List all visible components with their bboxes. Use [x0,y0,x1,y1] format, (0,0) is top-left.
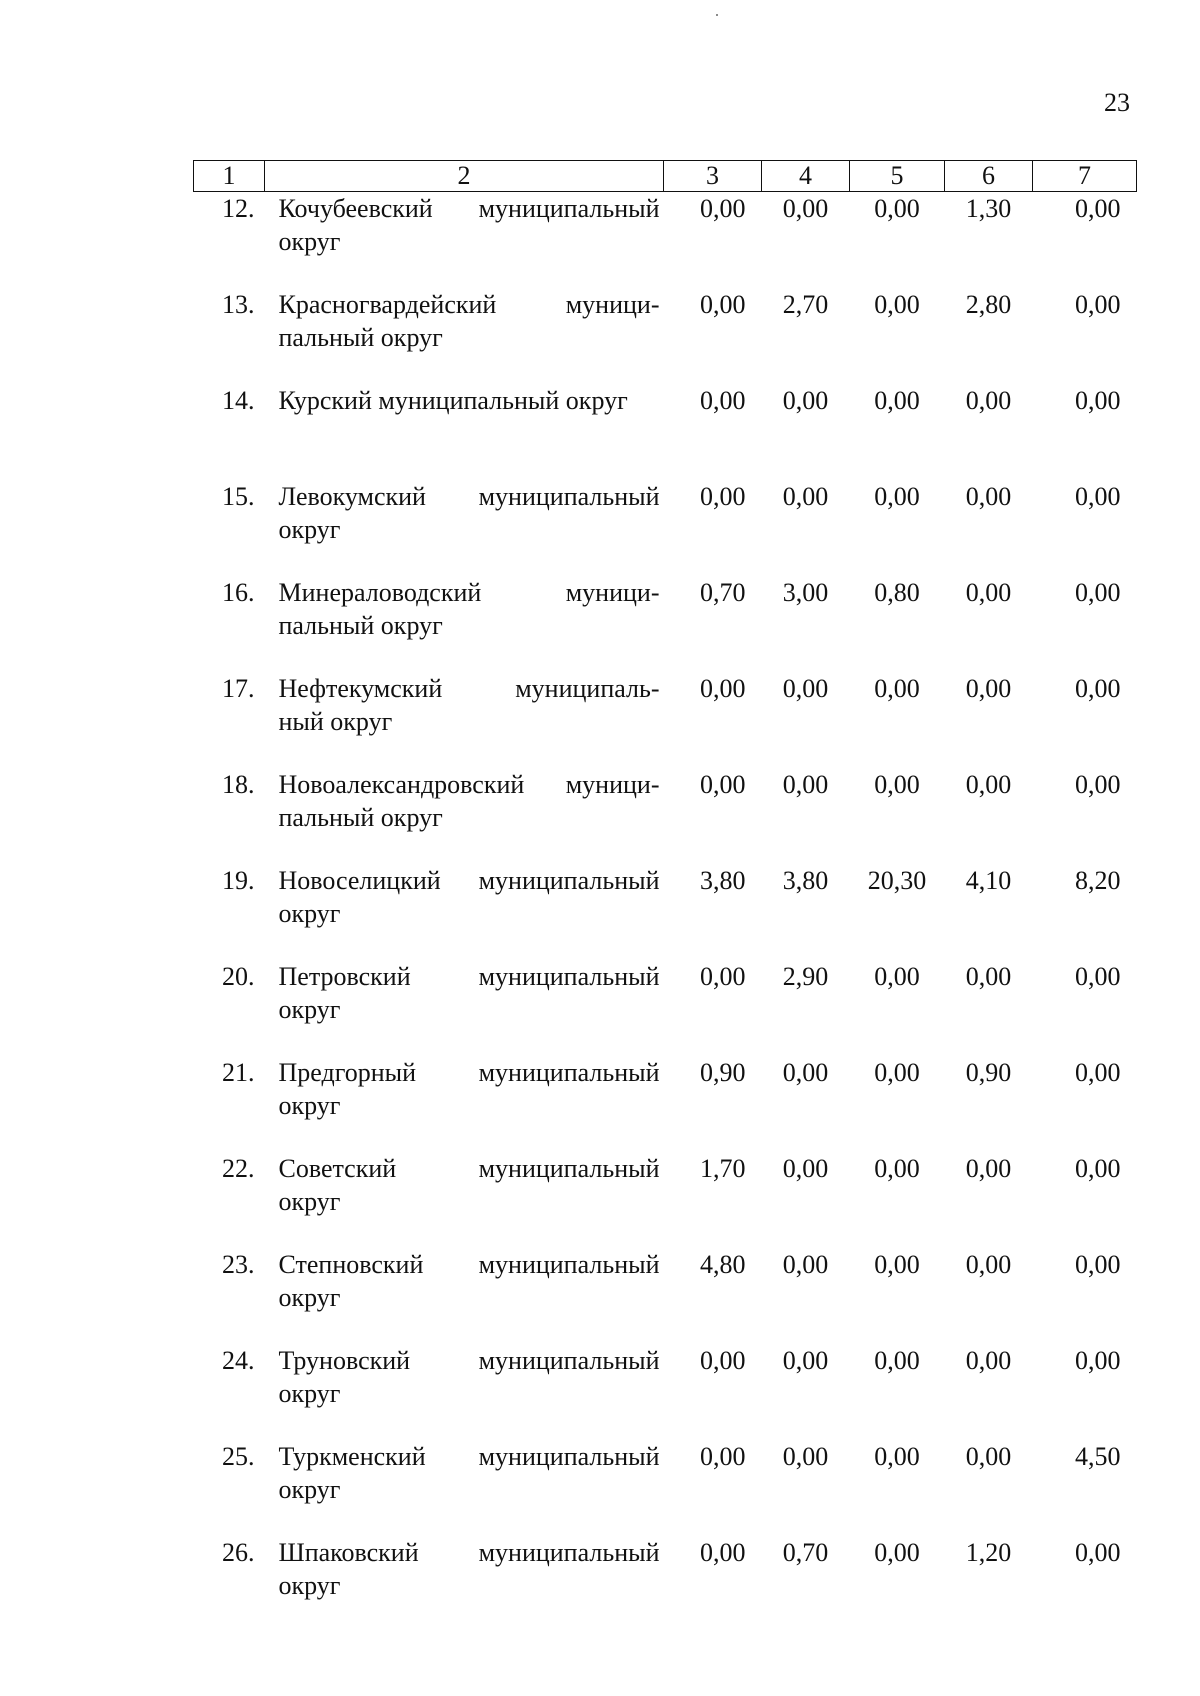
table-row [194,960,1137,1056]
district-name-line-2: ный округ [278,706,393,736]
value-col-4: 0,00 [782,1057,829,1087]
page-number: 23 [1104,88,1130,117]
value-col-3: 0,00 [700,673,746,703]
table-row [194,576,1137,672]
table-row [194,672,1137,768]
value-col-6: 1,30 [965,194,1012,223]
district-name-line-1: Труновский муниципальный [278,1345,660,1375]
value-col-6: 0,00 [965,769,1012,799]
district-name-line-2: пальный округ [278,610,443,640]
value-col-5: 20,30 [867,865,927,895]
district-name-line-1: Нефтекумский муниципаль- [278,673,660,703]
value-col-7: 0,00 [1075,481,1121,511]
value-col-5: 0,00 [874,1057,920,1087]
value-col-6: 0,90 [965,1057,1012,1087]
table-row [194,192,1137,288]
value-col-3: 0,00 [700,1537,746,1567]
header-col-1: 1 [194,161,265,192]
value-col-5: 0,00 [874,481,920,511]
row-number: 19. [222,865,255,895]
header-col-7: 7 [1033,161,1137,192]
row-number: 24. [222,1345,255,1375]
district-name-line-1: Предгорный муниципальный [278,1057,660,1087]
row-number: 25. [222,1441,255,1471]
district-name-line-1: Курский муниципальный округ [278,385,628,415]
header-col-5: 5 [850,161,945,192]
district-name-line-2: округ [278,1474,341,1504]
header-col-2: 2 [265,161,664,192]
value-col-3: 0,00 [700,481,746,511]
district-name-line-2: пальный округ [278,322,443,352]
table-row [194,1536,1137,1632]
value-col-3: 0,00 [700,289,746,319]
district-name [265,384,664,480]
row-number: 14. [222,385,255,415]
value-col-4: 0,00 [782,481,829,511]
value-col-3: 3,80 [700,865,746,895]
value-col-5: 0,80 [874,577,920,607]
data-table [193,160,1137,1632]
table-row [194,288,1137,384]
value-col-5: 0,00 [874,1345,920,1375]
district-name [265,1056,664,1152]
value-col-3: 0,00 [700,385,746,415]
district-name-line-1: Советский муниципальный [278,1153,660,1183]
district-name [265,480,664,576]
header-col-4: 4 [762,161,850,192]
row-number: 18. [222,769,255,799]
district-name-line-1: Минераловодский муници- [278,577,660,607]
value-col-7: 0,00 [1075,1057,1121,1087]
district-name [265,1440,664,1536]
table-row [194,1152,1137,1248]
district-name [265,672,664,768]
row-number: 22. [222,1153,255,1183]
row-number: 20. [222,961,255,991]
value-col-7: 0,00 [1075,577,1121,607]
value-col-6: 0,00 [965,385,1012,415]
value-col-5: 0,00 [874,673,920,703]
district-name-line-2: округ [278,514,341,544]
district-name-line-2: округ [278,994,341,1024]
value-col-4: 3,80 [782,865,829,895]
value-col-4: 0,00 [782,194,829,223]
table-row [194,480,1137,576]
value-col-6: 0,00 [965,961,1012,991]
value-col-6: 0,00 [965,1249,1012,1279]
value-col-7: 0,00 [1075,289,1121,319]
value-col-3: 0,00 [700,1345,746,1375]
value-col-4: 0,00 [782,1249,829,1279]
value-col-7: 0,00 [1075,961,1121,991]
value-col-6: 0,00 [965,577,1012,607]
value-col-4: 2,70 [782,289,829,319]
table-row [194,1248,1137,1344]
row-number: 15. [222,481,255,511]
value-col-7: 4,50 [1075,1441,1121,1471]
row-number: 13. [222,289,255,319]
header-col-6: 6 [945,161,1033,192]
district-name-line-2: округ [278,898,341,928]
value-col-5: 0,00 [874,289,920,319]
table-row [194,768,1137,864]
value-col-6: 2,80 [965,289,1012,319]
district-name-line-1: Шпаковский муниципальный [278,1537,660,1567]
value-col-7: 0,00 [1075,1345,1121,1375]
district-name-line-1: Новоселицкий муниципальный [278,865,660,895]
row-number: 17. [222,673,255,703]
value-col-7: 0,00 [1075,769,1121,799]
value-col-6: 0,00 [965,673,1012,703]
district-name-line-2: округ [278,1378,341,1408]
header-col-3: 3 [664,161,762,192]
value-col-4: 0,70 [782,1537,829,1567]
value-col-7: 0,00 [1075,1249,1121,1279]
district-name [265,960,664,1056]
value-col-3: 0,90 [700,1057,746,1087]
district-name [265,288,664,384]
district-name-line-2: округ [278,1186,341,1216]
value-col-3: 4,80 [700,1249,746,1279]
table-row [194,1344,1137,1440]
value-col-4: 0,00 [782,1153,829,1183]
row-number: 16. [222,577,255,607]
value-col-7: 0,00 [1075,1153,1121,1183]
value-col-6: 0,00 [965,1153,1012,1183]
value-col-6: 0,00 [965,1441,1012,1471]
value-col-5: 0,00 [874,1441,920,1471]
value-col-5: 0,00 [874,1153,920,1183]
value-col-4: 3,00 [782,577,829,607]
row-number: 26. [222,1537,255,1567]
value-col-6: 0,00 [965,1345,1012,1375]
district-name [265,864,664,960]
table-row [194,864,1137,960]
value-col-5: 0,00 [874,194,920,223]
value-col-6: 4,10 [965,865,1012,895]
value-col-5: 0,00 [874,385,920,415]
district-name-line-2: округ [278,227,341,256]
row-number: 12. [222,194,255,223]
district-name-line-2: округ [278,1282,341,1312]
value-col-3: 0,70 [700,577,746,607]
district-name-line-2: округ [278,1570,341,1600]
value-col-7: 0,00 [1075,1537,1121,1567]
table-row [194,384,1137,480]
value-col-7: 0,00 [1075,385,1121,415]
table-row [194,1056,1137,1152]
district-name [265,768,664,864]
table-header [194,161,1137,192]
district-name-line-1: Красногвардейский муници- [278,289,660,319]
district-name-line-1: Левокумский муниципальный [278,481,660,511]
district-name-line-1: Туркменский муниципальный [278,1441,660,1471]
value-col-4: 0,00 [782,1345,829,1375]
row-number: 23. [222,1249,255,1279]
value-col-5: 0,00 [874,1537,920,1567]
value-col-3: 1,70 [700,1153,746,1183]
value-col-5: 0,00 [874,961,920,991]
value-col-5: 0,00 [874,1249,920,1279]
header-row [194,161,1137,192]
value-col-5: 0,00 [874,769,920,799]
value-col-6: 0,00 [965,481,1012,511]
row-number: 21. [222,1057,255,1087]
data-table-container [193,160,1136,1632]
value-col-3: 0,00 [700,1441,746,1471]
district-name [265,1152,664,1248]
value-col-4: 0,00 [782,673,829,703]
table-body [194,192,1137,1632]
value-col-3: 0,00 [700,769,746,799]
value-col-3: 0,00 [700,194,746,223]
value-col-7: 0,00 [1075,673,1121,703]
district-name-line-1: Новоалександровский муници- [278,769,660,799]
table-row [194,1440,1137,1536]
value-col-3: 0,00 [700,961,746,991]
value-col-4: 0,00 [782,1441,829,1471]
value-col-4: 2,90 [782,961,829,991]
district-name-line-2: пальный округ [278,802,443,832]
district-name-line-2: округ [278,1090,341,1120]
district-name-line-1: Кочубеевский муниципальный [278,194,660,223]
value-col-7: 8,20 [1075,865,1121,895]
district-name [265,1248,664,1344]
district-name [265,1344,664,1440]
scan-speck [716,14,718,16]
district-name [265,192,664,288]
value-col-4: 0,00 [782,385,829,415]
district-name-line-1: Петровский муниципальный [278,961,660,991]
value-col-6: 1,20 [965,1537,1012,1567]
district-name-line-1: Степновский муниципальный [278,1249,660,1279]
value-col-4: 0,00 [782,769,829,799]
district-name [265,1536,664,1632]
district-name [265,576,664,672]
value-col-7: 0,00 [1075,194,1121,223]
